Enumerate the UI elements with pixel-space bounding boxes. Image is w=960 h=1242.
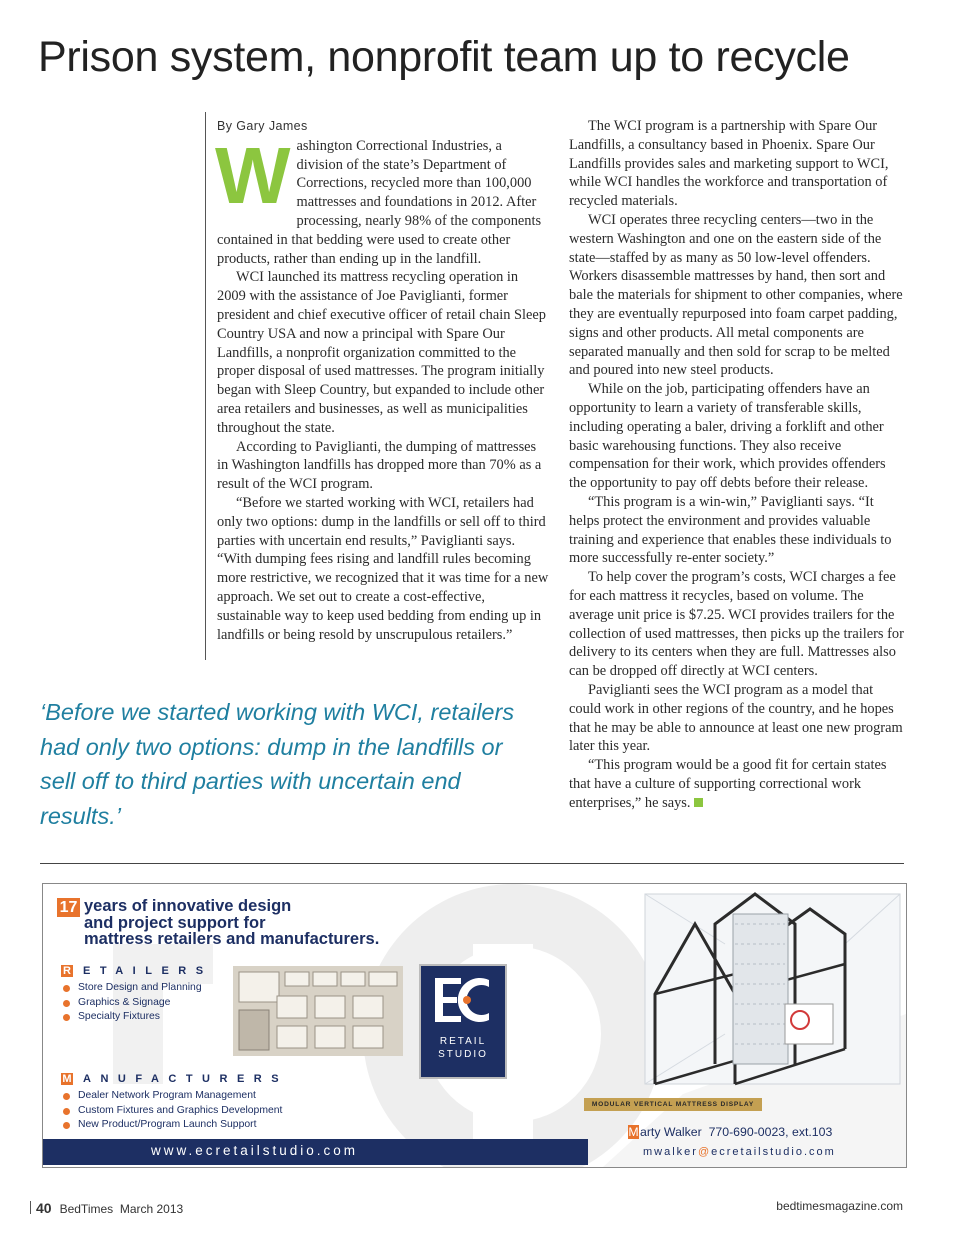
- byline: By Gary James: [217, 119, 308, 133]
- article-paragraph: “This program would be a good fit for certain states that have a culture of supporting correctional work enterprises,” he says.: [569, 757, 887, 811]
- logo-line-1: RETAIL: [439, 1036, 487, 1047]
- article-paragraph: Washington Correctional Industries, a division of the state’s Department of Corrections, recycled more than 100,000 mattresses and foundations in 2012. After processing, nearly 98% of the components contained in that bedding were used to create other products, rather than ending up in the landfill.: [215, 130, 542, 267]
- page-number: 40: [36, 1200, 52, 1216]
- ad-contact: Marty Walker 770-690-0023, ext.103: [628, 1125, 833, 1139]
- list-item: Graphics & Signage: [63, 996, 202, 1011]
- footer-website[interactable]: bedtimesmagazine.com: [776, 1199, 903, 1213]
- article-paragraph: WCI launched its mattress recycling operation in 2009 with the assistance of Joe Paviglianti, former president and chief executive officer of retail chain Sleep Country USA and now a principal with Spare Our Landfills, a nonprofit organization committed to the proper disposal of used mattresses. The program initially began with Sleep Country, but expanded to include other area retailers and businesses, as well as municipalities throughout the state.: [217, 269, 546, 436]
- end-mark-icon: [694, 798, 703, 807]
- section-divider: [40, 863, 904, 864]
- contact-phone: 770-690-0023, ext.103: [708, 1125, 833, 1139]
- list-item: New Product/Program Launch Support: [63, 1118, 282, 1133]
- article-paragraph: According to Paviglianti, the dumping of mattresses in Washington landfills has dropped more than 70% as a result of the WCI program.: [217, 438, 542, 493]
- ec-logo-icon: [421, 970, 505, 1030]
- store-floorplan-image: [233, 966, 403, 1056]
- ad-tagline: 17 years of innovative design and project support for mattress retailers and manufacturers.: [57, 898, 457, 948]
- article-paragraph: “Before we started working with WCI, retailers had only two options: dump in the landfills or sell off to third parties with uncertain end results,” Paviglianti says. “With dumping fees rising and landfill rules becoming more restrictive, we recognized that it was time for a new approach. We set out to create a cost-effective, sustainable way to keep used bedding from ending up in landfills or being resold by unscrupulous retailers.”: [217, 494, 549, 643]
- publication-name: BedTimes: [59, 1202, 114, 1216]
- article-headline: Prison system, nonprofit team up to recycle: [38, 33, 850, 81]
- ec-retail-studio-logo: [419, 964, 507, 1079]
- article-right-column: [569, 117, 904, 812]
- article-paragraph: “This program is a win-win,” Paviglianti says. “It helps protect the environment and provides valuable training and experience that enables these individuals to more successfully re-enter society.”: [569, 493, 892, 567]
- manufacturers-heading: M ANUFACTURERS: [62, 1073, 289, 1085]
- article-paragraph: WCI operates three recycling centers—two in the western Washington and one on the eastern side of the state—staffed by as many as 50 low-level offenders. Workers disassemble mattresses by hand, then sort and bale the materials for shipment to other companies, where they are eventually repurposed into foam carpet padding, signs and other products. All metal components are separated manually and then sold for scrap to be melted and poured into new steel products.: [569, 211, 903, 379]
- display-caption: MODULAR VERTICAL MATTRESS DISPLAY: [584, 1098, 762, 1111]
- mattress-display-image: [585, 884, 905, 1114]
- retailers-heading: R ETAILERS: [61, 965, 213, 977]
- column-divider: [205, 112, 206, 660]
- issue-date: March 2013: [119, 1202, 184, 1216]
- advertisement[interactable]: [42, 883, 907, 1168]
- article-paragraph: While on the job, participating offenders have an opportunity to learn a variety of transferable skills, including operating a baler, driving a forklift and other basic warehousing functions. They also receive compensation for their work, which provides offenders the opportunity to pay off debts before their release.: [569, 381, 886, 492]
- pull-quote: ‘Before we started working with WCI, retailers had only two options: dump in the landfills or sell off to third parties with uncertain end results.’: [40, 699, 515, 829]
- list-item: Dealer Network Program Management: [63, 1089, 282, 1104]
- manufacturers-list: [63, 1089, 282, 1133]
- article-left-column: [217, 117, 550, 644]
- list-item: Custom Fixtures and Graphics Development: [63, 1104, 282, 1119]
- list-item: Specialty Fixtures: [63, 1010, 202, 1025]
- footer-bar: [30, 1201, 31, 1214]
- ad-url-bar[interactable]: [43, 1139, 588, 1165]
- article-paragraph: The WCI program is a partnership with Spare Our Landfills, a consultancy based in Phoenix. Spare Our Landfills provides sales and marketing support to WCI, while WCI handles the workforce and transportation of recycled materials.: [569, 118, 889, 210]
- retailers-list: [63, 981, 202, 1025]
- page-footer: [30, 1200, 183, 1216]
- logo-line-2: STUDIO: [438, 1049, 488, 1060]
- article-paragraph: To help cover the program’s costs, WCI charges a fee for each mattress it recycles, based on volume. The average unit price is $7.25. WCI provides trailers for the collection of used mattresses, then picks up the trailers for delivery to its centers when they are full. Mattresses also can be dropped off directly at WCI centers.: [569, 569, 904, 680]
- ad-url-link[interactable]: www.ecretailstudio.com: [151, 1143, 359, 1158]
- article-paragraph: Paviglianti sees the WCI program as a model that could work in other regions of the country, and he hopes that he may be able to announce at least one new program later this year.: [569, 681, 903, 755]
- drop-cap: W: [215, 130, 291, 220]
- years-badge: 17: [57, 898, 80, 917]
- list-item: Store Design and Planning: [63, 981, 202, 996]
- ad-email-link[interactable]: mwalker@ecretailstudio.com: [643, 1146, 836, 1158]
